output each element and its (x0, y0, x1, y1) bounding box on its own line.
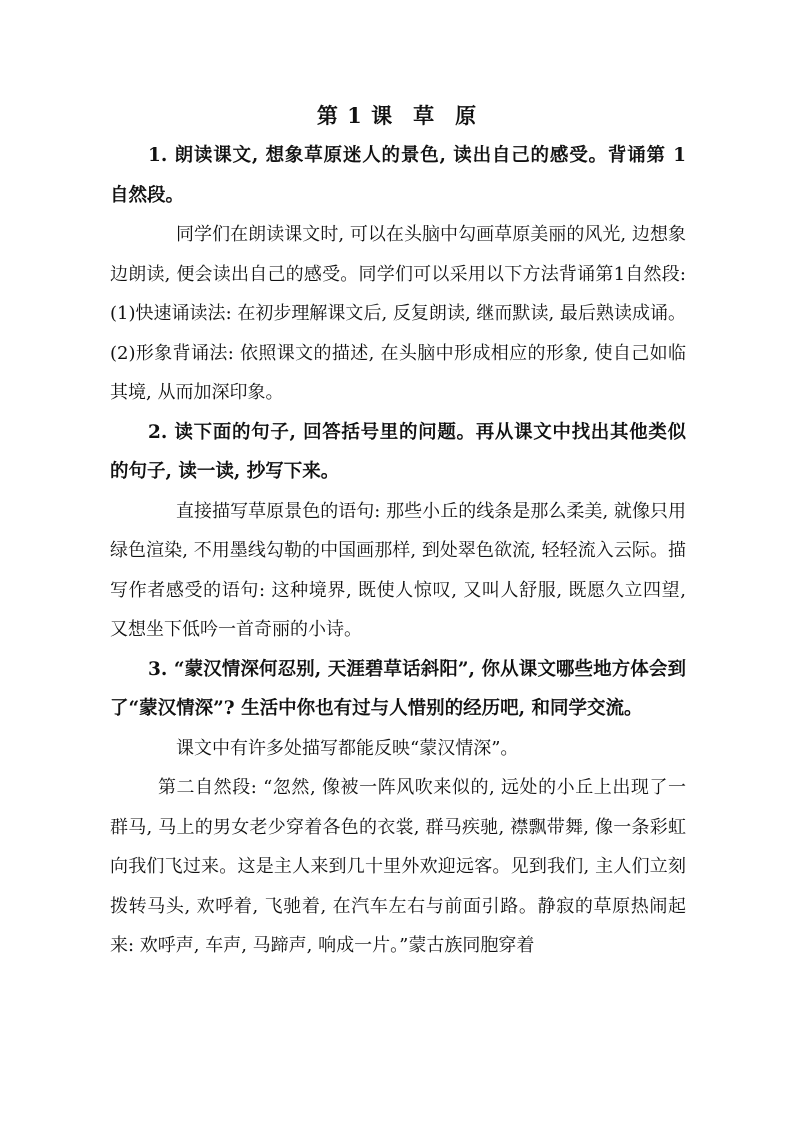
answer-3-detail: 第二自然段: “忽然, 像被一阵风吹来似的, 远处的小丘上出现了一群马, 马上的男女老少穿着各色的衣裳, 群马疾驰, 襟飘带舞, 像一条彩虹向我们飞过来。这是主人来到几十里外欢迎远客。见到我们, 主人们立刻拨转马头, 欢呼着, 飞驰着, 在汽车左右与前面引路。静寂的草原热闹起来: 欢呼声, 车声, 马蹄声, 响成一片。”蒙古族同胞穿着 (110, 777, 686, 956)
question-1: 1. 朗读课文, 想象草原迷人的景色, 读出自己的感受。背诵第 1 自然段。 (110, 145, 686, 206)
answer-1: 同学们在朗读课文时, 可以在头脑中勾画草原美丽的风光, 边想象边朗读, 便会读出自己的感受。同学们可以采用以下方法背诵第1自然段: (1)快速诵读法: 在初步理解课文后, 反复朗读, 继而默读, 最后熟读成诵。(2)形象背诵法: 依照课文的描述, 在头脑中形成相应的形象, 使自己如临其境, 从而加深印象。 (110, 224, 686, 403)
answer-2: 直接描写草原景色的语句: 那些小丘的线条是那么柔美, 就像只用绿色渲染, 不用墨线勾勒的中国画那样, 到处翠色欲流, 轻轻流入云际。描写作者感受的语句: 这种境界, 既使人惊叹, 又叫人舒服, 既愿久立四望, 又想坐下低吟一首奇丽的小诗。 (110, 500, 686, 640)
answer-3-intro: 课文中有许多处描写都能反映“蒙汉情深”。 (176, 737, 519, 759)
page-title (0, 100, 794, 130)
question-3: 3. “蒙汉情深何忍别, 天涯碧草话斜阳”, 你从课文哪些地方体会到了“蒙汉情深”? 生活中你也有过与人惜别的经历吧, 和同学交流。 (110, 658, 686, 719)
title-char-2: 原 (455, 103, 478, 128)
question-2: 2. 读下面的句子, 回答括号里的问题。再从课文中找出其他类似的句子, 读一读, 抄写下来。 (110, 421, 686, 482)
document-body (110, 136, 686, 966)
lesson-number: 第 1 课 (316, 103, 394, 128)
title-char-1: 草 (413, 103, 436, 128)
